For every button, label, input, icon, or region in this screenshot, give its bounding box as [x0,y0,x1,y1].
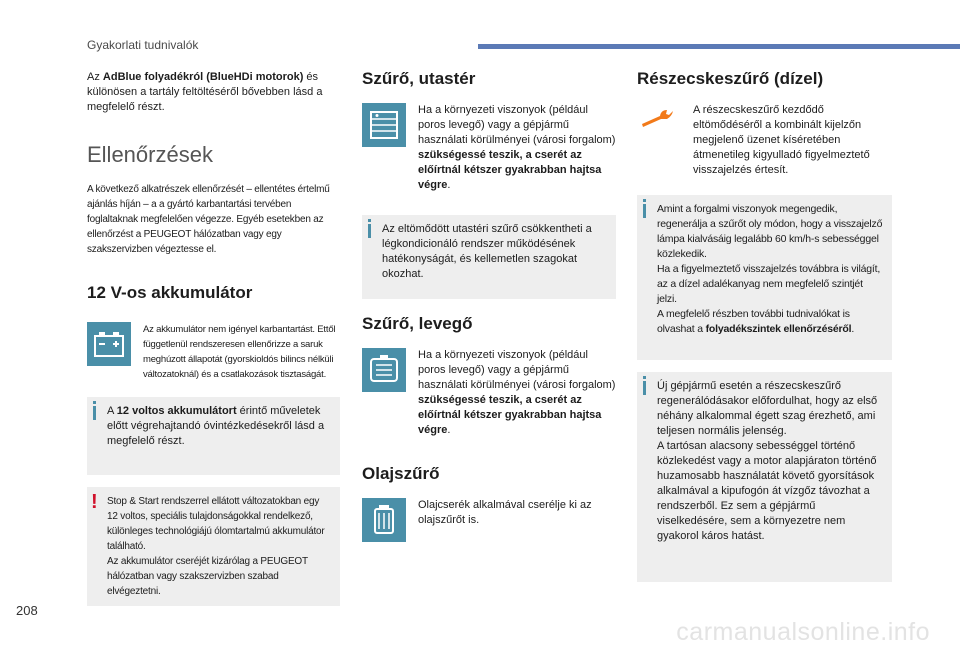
cabin-filter-note-text: Az eltömődött utastéri szűrő csökkentheti a légkondicionáló rendszer működésének hatékonyságát, és kellemetlen szagokat okozhat. [382,223,592,280]
checks-text: A következő alkatrészek ellenőrzését – ellentétes értelmű ajánlás híján – a a gyártó karbantartási tervében foglaltaknak megfelelően végezze. Egyéb esetekben az ellenőrzést a PEUGEOT hálózatban vagy egy szakszervizben végeztesse el. [87,184,330,255]
battery-warning [87,487,340,606]
battery-note-text: A 12 voltos akkumulátort érintő műveletek előtt végrehajtandó óvintézkedésekről lásd a megfelelő részt. [107,405,325,447]
air-filter-icon [362,348,406,392]
info-icon [643,381,646,395]
wrench-icon [637,103,681,137]
battery-warning-text: Stop & Start rendszerrel ellátott változatokban egy 12 voltos, speciális tulajdonságokkal rendelkező, különleges technológiájú ólomtartalmú akkumulátor található. Az akkumulátor cseréjét kizárólag a PEUGEOT hálózatban vagy szakszervizben szabad elvégeztetni. [107,496,325,597]
column-middle [362,68,616,542]
new-vehicle-note-text: Új gépjármű esetén a részecskeszűrő regenerálódásakor előfordulhat, hogy az első néhány alkalommal égett szag érezhető, ami teljesen normális jelenség. A tartósan alacsony sebességgel történő közlekedést vagy a motor alapjáraton történő huzamosabb használatát követő gyorsítások alkalmával a kipufogón át vízgőz távozhat a rendszerből. Ez sem a gépjármű viselkedésére, sem a környezetre nem gyakorol káros hatást. [657,380,878,542]
running-header-title: Gyakorlati tudnivalók [87,38,199,52]
cabin-filter-note [362,215,616,299]
air-filter-row [362,348,616,438]
info-icon [93,406,96,420]
battery-text: Az akkumulátor nem igényel karbantartást. Ettől függetlenül rendszeresen ellenőrizze a saruk meghúzott állapotát (gyorskioldós bilincs nélküli változatoknál) és a csatlakozások tisztaságát. [143,324,336,380]
cabin-filter-text: Ha a környezeti viszonyok (például poros levegő) vagy a gépjármű használati körülményei (városi forgalom) szükségessé teszik, a cserét az előírtnál kétszer gyakrabban hajtsa végre. [418,104,616,191]
battery-icon [87,322,131,366]
header-bar [478,44,960,49]
checks-heading: Ellenőrzések [87,142,213,167]
page-number: 208 [16,603,38,618]
air-filter-text: Ha a környezeti viszonyok (például poros levegő) vagy a gépjármű használati körülményei (városi forgalom) szükségessé teszik, a cserét az előírtnál kétszer gyakrabban hajtsa végre. [418,349,616,436]
info-icon [643,204,646,218]
particle-filter-heading: Részecskeszűrő (dízel) [637,69,824,88]
particle-filter-row [637,103,892,178]
oil-filter-heading: Olajszűrő [362,464,440,483]
air-filter-heading: Szűrő, levegő [362,314,473,333]
cabin-filter-heading: Szűrő, utastér [362,69,476,88]
column-left [87,68,340,606]
particle-filter-note-regeneration [637,195,892,360]
battery-note [87,397,340,475]
cabin-filter-icon [362,103,406,147]
oil-filter-icon [362,498,406,542]
battery-row [87,322,340,382]
oil-filter-text: Olajcserék alkalmával cserélje ki az olajszűrőt is. [418,499,592,526]
warning-icon: ! [91,491,98,513]
oil-filter-row [362,498,616,542]
adblue-intro: Az AdBlue folyadékról (BlueHDi motorok) és különösen a tartály feltöltéséről bővebben lásd a megfelelő részt. [87,71,323,113]
particle-filter-text: A részecskeszűrő kezdődő eltömődéséről a kombinált kijelzőn megjelenő üzenet kíséretében átmenetileg kigyulladó figyelmeztető visszajelzés értesít. [693,104,870,176]
watermark: carmanualsonline.info [676,618,930,646]
battery-heading: 12 V-os akkumulátor [87,283,253,302]
column-right [637,68,892,582]
regeneration-note-text: Amint a forgalmi viszonyok megengedik, regenerálja a szűrőt oly módon, hogy a visszajelző lámpa kialvásáig legalább 60 km/h-s sebességgel közlekedik. Ha a figyelmeztető visszajelzés továbbra is világít, az a dízel adalékanyag nem megfelelő szintjét jelzi. A megfelelő részben további tudnivalókat is olvashat a folyadékszintek ellenőrzéséről. [657,203,883,335]
particle-filter-note-new-vehicle [637,372,892,582]
info-icon [368,224,371,238]
cabin-filter-row [362,103,616,193]
